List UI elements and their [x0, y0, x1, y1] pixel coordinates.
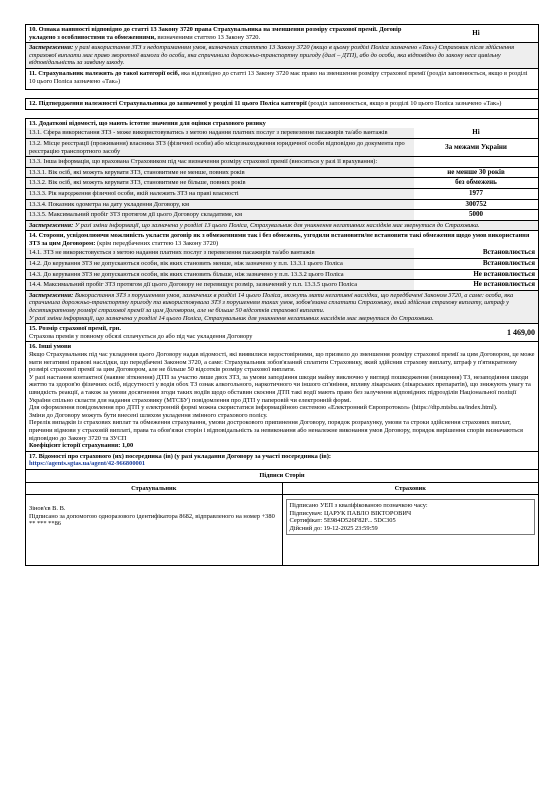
section-10-title: 10. Ознака наявності відповідно до статті 13 Закону 3720 права Страхувальника на зменшення розміру страхової премії. Договір укладено з особливостями та обмеженнями, [29, 26, 402, 41]
section-15-title: 15. Розмір страхової премії, грн. [29, 325, 121, 333]
section-16 [25, 341, 539, 450]
risk-info-row-label: 13.3.3. Рік народження фізичної особи, якій належить ЗТЗ на праві власності [26, 189, 414, 199]
section-14 [25, 230, 539, 323]
risk-info-row [26, 209, 538, 220]
insured-name: Зінов'єв В. В. [29, 505, 66, 513]
section-16-title: 16. Інші умови [29, 343, 72, 351]
risk-info-row-value: 300752 [465, 199, 487, 208]
risk-info-row-value: За межами України [445, 142, 507, 151]
insurer-signature [282, 483, 539, 566]
risk-info-row [26, 177, 538, 188]
electronic-signature-stamp: Підписано УЕП з кваліфікованою позначкою часу: Підписувач: ЦАРУК ПАВЛО ВІКТОРОВИЧ Сертифікат: 5E984D526F82F... 5DC305 Дійсний до: 19-12-2025 23:59:59 [286, 499, 536, 535]
restriction-row [26, 248, 538, 258]
section-14-note2: У разі зміни інформації, що зазначена у розділі 14 цього Поліса, Страхувальник для уникнення негативних наслідків має звернутися до Страховика. [29, 314, 434, 322]
risk-info-row-value: 5000 [469, 210, 483, 219]
section-10-value: Ні [472, 28, 480, 37]
restriction-row [26, 269, 538, 280]
spacer [25, 109, 539, 118]
section-17 [25, 451, 539, 469]
section-13-note: Застереження: У разі зміни інформації, що зазначена у розділі 13 цього Поліса, Страхувальник для уникнення негативних наслідків має звернутися до Страховика. [26, 220, 538, 231]
risk-info-row-value: Ні [472, 128, 480, 137]
section-15 [25, 323, 539, 341]
insurer-heading: Страховик [283, 483, 539, 496]
signatures-section [25, 469, 539, 566]
section-13 [25, 118, 539, 231]
other-terms-paragraph: Зміни до Договору можуть бути внесені шляхом укладення змінного страхового полісу. [29, 411, 268, 419]
section-13-title: 13. Додаткові відомості, що мають істотне значення для оцінки страхового ризику [29, 119, 266, 127]
spacer [25, 89, 539, 98]
other-terms-paragraph: У разі настання контактної (наявне зіткнення) ДТП за участю лише двох ЗТЗ, за умови заподіяння шкоди майну виключно у вигляді пошкодження (знищення) ТЗ, незаподіяння шкоди життю та здоров'ю фізичних осіб, відсутності у водія обох ТЗ ознак алкогольного, наркотичного чи іншого сп'яніння, впливу лікарських (лікарських препаратів), що знижують увагу та швидкість реакції, а також за умови досягнення згоди таких водіїв щодо обставин скоєння ДТП такі водії мають право без залучення відповідних підрозділів Національної поліції України спільно скласти для надання страховику (МТСБУ) повідомлення про ДТП у паперовій чи електронній формі. [29, 373, 531, 404]
agent-link[interactable]: https://agents.sgtas.ua/agent/42-966800001 [29, 460, 146, 468]
risk-info-row-label: 13.3.5. Максимальний пробіг ЗТЗ протягом дії цього Договору складатиме, км [26, 210, 414, 220]
restriction-row-label: 14.1. ЗТЗ не використовується з метою надання платних послуг з перевезення пасажирів та/або вантажів [26, 248, 414, 258]
risk-info-row [26, 188, 538, 199]
restriction-row-value: Встановлюється [482, 248, 535, 257]
restriction-row-label: 14.4. Максимальний пробіг ЗТЗ протягом дії цього Договору не перевищує розмір, зазначений у п.п. 13.3.5 цього Поліса [26, 280, 414, 290]
risk-info-row-label: 13.3.1. Вік осіб, які можуть керувати ЗТЗ, становитиме не менше, повних років [26, 168, 414, 178]
risk-info-row-label: 13.3. Інша інформація, що врахована Страховиком під час визначення розміру страхової премії (вноситься у разі її врахування): [26, 157, 414, 167]
risk-info-row [26, 199, 538, 210]
risk-info-row [26, 128, 538, 138]
risk-info-row-label: 13.1. Сфера використання ЗТЗ - може використовуватись з метою надання платних послуг з перевезення пасажирів та/або вантажів [26, 128, 414, 138]
section-10 [25, 24, 539, 68]
restriction-row-value: Не встановлюється [473, 280, 535, 289]
section-14-rows [26, 248, 538, 289]
restriction-row [26, 258, 538, 269]
section-14-title: 14. Сторони, усвідомлюючи можливість укласти договір як з обмеженнями так і без обмежень, узгодили встановити/не встановити такі обмеження щодо умов використання ЗТЗ за цим Договором: [29, 232, 530, 247]
insurance-history-coefficient: Коефіцієнт історії страхування: 1,00 [29, 442, 134, 450]
premium-value: 1 469,00 [507, 328, 535, 338]
section-11 [25, 68, 539, 89]
section-10-tail: визначеними статтею 13 Закону 3720. [155, 33, 261, 41]
insured-heading: Страхувальник [26, 483, 282, 496]
risk-info-row-value: не менше 30 років [447, 167, 505, 176]
other-terms-paragraph: Перелік випадків із страхових виплат та обмеження страхування, умови дострокового припинення Договору, порядок розрахунку, умови та строки здійснення страхових виплат, причини відмови у страховій виплаті, права та обов'язки сторін і відповідальність за невиконання або неналежне виконання умов Договору, порядок вирішення спорів визначаються відповідно до Закону 3720 та ЗУСП [29, 419, 523, 442]
restriction-row-label: 14.2. До керування ЗТЗ не допускаються особи, вік яких становить менше, ніж зазначено у п.п. 13.3.1 цього Поліса [26, 259, 414, 269]
section-17-title: 17. Відомості про страхового (их) посередника (ів) (у разі укладання Договору за участі посередника (ів): [29, 452, 332, 460]
section-14-header [26, 231, 538, 248]
insured-sign-text: Підписано за допомогою одноразового ідентифікатора 8682, відправленого на номер +380 ** *** **86 [29, 512, 275, 528]
section-12-text: (розділ заповнюється, якщо в розділі 10 цього Поліса зазначено «Так») [306, 100, 502, 108]
other-terms-paragraph: Якщо Страхувальник під час укладення цього Договору надав відомості, які виявилися недостовірними, що призвело до зменшення розміру страхової премії за цим Договором, це може мати негативні правові наслідки, що передбачені Законом 3720, а саме: Страхувальник зобов'язаний сплатити Страховику, який здійснив страхову виплату, штраф у п'ятикратному розмірі страхової премії за цим Договором, але не більше 50 відсотків розміру страхової виплати. [29, 351, 535, 374]
restriction-row-label: 14.3. До керування ЗТЗ не допускаються особи, вік яких становить більше, ніж зазначено у п.п. 13.3.2 цього Поліса [26, 270, 414, 280]
signatures-title: Підписи Сторін [259, 471, 305, 479]
risk-info-row [26, 138, 538, 156]
risk-info-row-value [414, 157, 538, 167]
risk-info-row-label: 13.3.2. Вік осіб, які можуть керувати ЗТЗ, становитиме не більше, повних років [26, 178, 414, 188]
risk-info-row [26, 167, 538, 178]
section-11-title: 11. Страхувальник належить до такої категорії осіб, [29, 69, 180, 77]
restriction-row [26, 279, 538, 290]
section-12-title: 12. Підтвердження належності Страхувальника до зазначеної у розділі 11 цього Поліса категорії [29, 100, 307, 108]
section-13-rows [26, 128, 538, 219]
section-16-paragraphs [29, 351, 535, 442]
section-14-note: Застереження: Використання ЗТЗ з порушенням умов, зазначених в розділі 14 цього Поліса, можуть мати негативні наслідки, що передбачені Законом 3720, а саме: особа, яка спричинила дорожньо-транспортну пригоду та використовувала ЗТЗ з порушенням таких умов, зобов'язана сплатити Страховику, який здійснив страхову виплату, штраф у десятикратному розмірі страхової премії за цим Договором, але не більше 50 відсотків страхової виплати. У разі зміни інформації, що зазначена у розділі 14 цього Поліса, Страхувальник для уникнення негативних наслідків має звернутися до Страховика. [26, 290, 538, 323]
policy-page [25, 24, 539, 566]
section-14-tail: (крім передбачених статтею 13 Закону 3720) [95, 239, 219, 247]
section-10-note: Застереження: у разі використання ЗТЗ з недотриманням умов, визначених статтею 13 Закону 3720 (якщо в цьому розділі Поліса зазначено «Так») Страховик після здійснення страхової виплати має право зворотної вимоги до особи, яка спричинила дорожньо-транспортну пригоду (далі – ДТП), або до особи, яка відповідно до закону несе цивільну відповідальність за завдану шкоду. [26, 42, 538, 68]
section-15-text: Страхова премія у повному обсязі сплачується до або під час укладення Договору [29, 332, 253, 340]
insured-signature [26, 483, 282, 566]
risk-info-row-value: 1977 [469, 188, 483, 197]
risk-info-row [26, 156, 538, 167]
restriction-row-value: Встановлюється [482, 259, 535, 268]
section-12 [25, 98, 539, 109]
other-terms-paragraph: Для оформлення повідомлення про ДТП у електронній формі можна скористатися інформаційною системою «Електронний Європротокол» (https://dtp.mtsbu.ua/index.html). [29, 404, 498, 412]
risk-info-row-value: без обмежень [455, 178, 497, 187]
risk-info-row-label: 13.2. Місце реєстрації (проживання) власника ЗТЗ (фізичної особи) або місцезнаходження юридичної особи відповідно до документа про реєстрацію транспортного засобу [26, 139, 414, 156]
restriction-row-value: Не встановлюється [473, 269, 535, 278]
risk-info-row-label: 13.3.4. Показник одометра на дату укладення Договору, км [26, 200, 414, 210]
section-11-text: яка відповідно до статті 13 Закону 3720 має право на зменшення розміру страхової премії (розділ заповнюється, якщо в розділі 10 цього Поліса зазначено «Так») [29, 69, 528, 85]
